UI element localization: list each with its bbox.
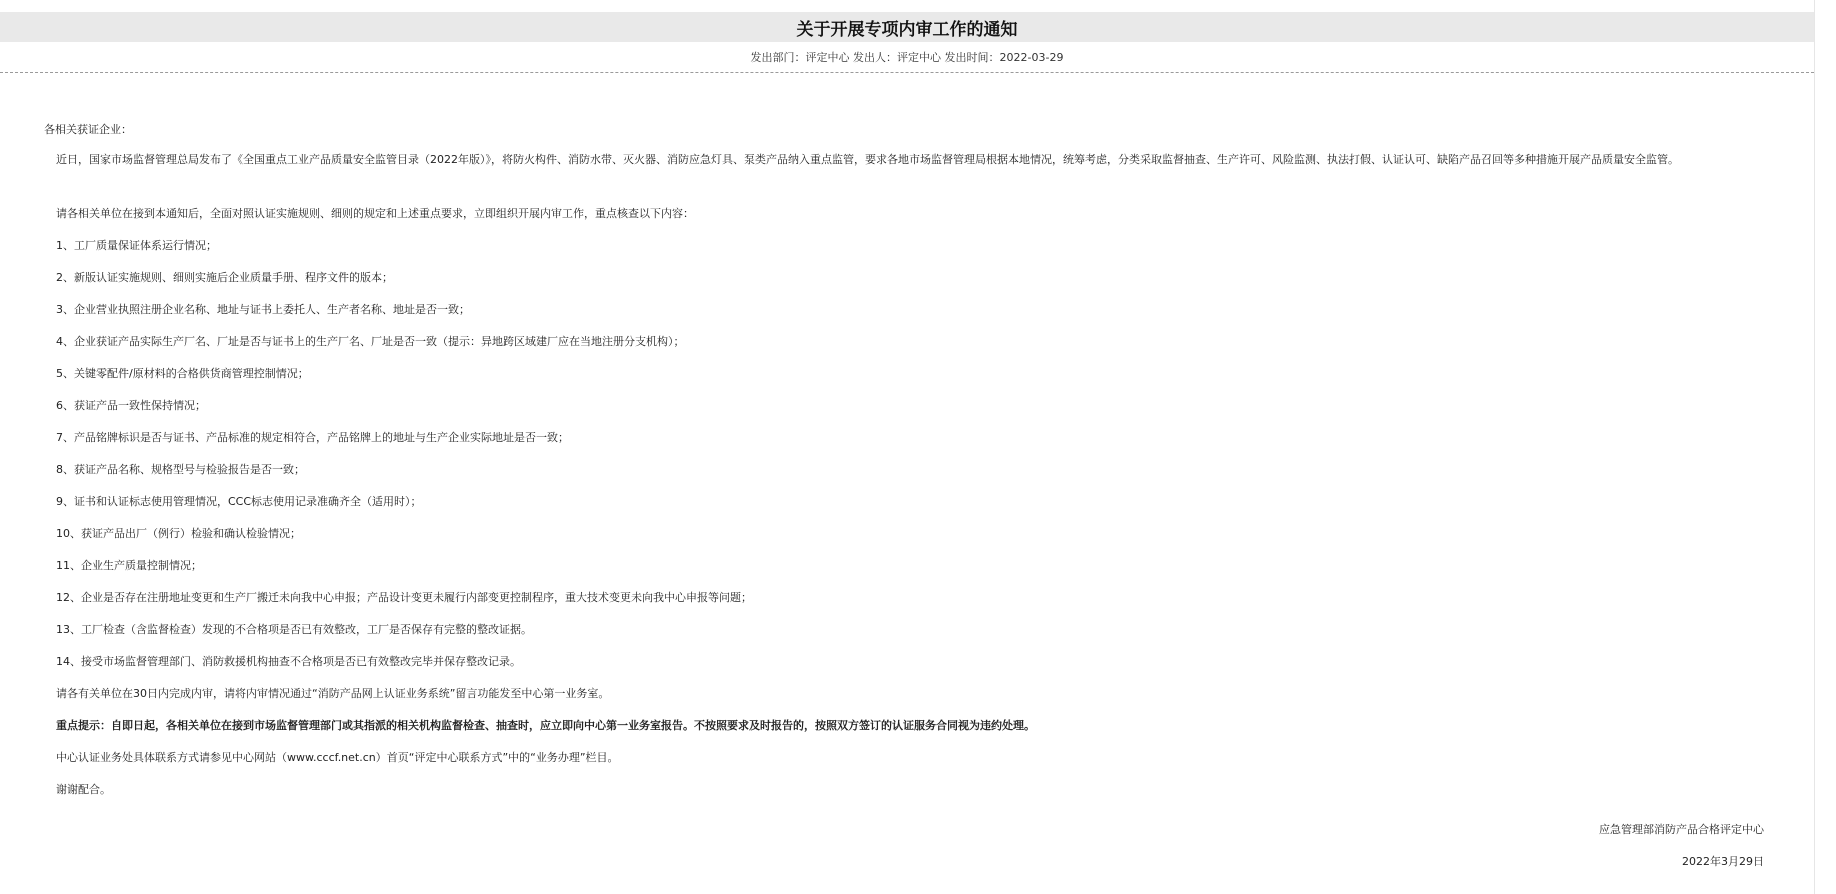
deadline-paragraph: 请各有关单位在30日内完成内审，请将内审情况通过“消防产品网上认证业务系统”留言功能发至中心第一业务室。 (56, 687, 610, 700)
list-item: 14、接受市场监督管理部门、消防救援机构抽查不合格项是否已有效整改完毕并保存整改记录。 (56, 655, 521, 668)
list-item: 10、获证产品出厂（例行）检验和确认检验情况； (56, 527, 301, 540)
list-item: 11、企业生产质量控制情况； (56, 559, 202, 572)
list-item: 6、获证产品一致性保持情况； (56, 399, 206, 412)
list-item: 4、企业获证产品实际生产厂名、厂址是否与证书上的生产厂名、厂址是否一致（提示：异地跨区域建厂应在当地注册分支机构）； (56, 335, 685, 348)
publish-meta: 发出部门：评定中心 发出人：评定中心 发出时间：2022-03-29 (750, 51, 1064, 64)
signature-date: 2022年3月29日 (1682, 855, 1764, 868)
intro-paragraph: 近日，国家市场监督管理总局发布了《全国重点工业产品质量安全监管目录（2022年版）》，将防火构件、消防水带、灭火器、消防应急灯具、泵类产品纳入重点监管，要求各地市场监督管理局根据本地情况，统筹考虑，分类采取监督抽查、生产许可、风险监测、执法打假、认证认可、缺陷产品召回等多种措施开展产品质量安全监管。 (56, 153, 1679, 166)
list-item: 2、新版认证实施规则、细则实施后企业质量手册、程序文件的版本； (56, 271, 393, 284)
greeting: 各相关获证企业： (44, 123, 132, 136)
list-item: 1、工厂质量保证体系运行情况； (56, 239, 217, 252)
thanks: 谢谢配合。 (56, 783, 111, 796)
list-item: 3、企业营业执照注册企业名称、地址与证书上委托人、生产者名称、地址是否一致； (56, 303, 470, 316)
right-border (1814, 0, 1815, 894)
list-item: 12、企业是否存在注册地址变更和生产厂搬迁未向我中心申报；产品设计变更未履行内部变更控制程序，重大技术变更未向我中心申报等问题； (56, 591, 752, 604)
request-paragraph: 请各相关单位在接到本通知后，全面对照认证实施规则、细则的规定和上述重点要求，立即组织开展内审工作，重点核查以下内容： (56, 207, 694, 220)
list-item: 13、工厂检查（含监督检查）发现的不合格项是否已有效整改，工厂是否保存有完整的整改证据。 (56, 623, 532, 636)
list-item: 7、产品铭牌标识是否与证书、产品标准的规定相符合，产品铭牌上的地址与生产企业实际地址是否一致； (56, 431, 569, 444)
list-item: 5、关键零配件/原材料的合格供货商管理控制情况； (56, 367, 309, 380)
key-note: 重点提示：自即日起，各相关单位在接到市场监督管理部门或其指派的相关机构监督检查、抽查时，应立即向中心第一业务室报告。不按照要求及时报告的，按照双方签订的认证服务合同视为违约处理。 (56, 719, 1035, 732)
list-item: 8、获证产品名称、规格型号与检验报告是否一致； (56, 463, 305, 476)
page-title: 关于开展专项内审工作的通知 (0, 12, 1814, 42)
contact-paragraph: 中心认证业务处具体联系方式请参见中心网站（www.cccf.net.cn）首页“评定中心联系方式”中的“业务办理”栏目。 (56, 751, 619, 764)
list-item: 9、证书和认证标志使用管理情况，CCC标志使用记录准确齐全（适用时）； (56, 495, 422, 508)
signature-org: 应急管理部消防产品合格评定中心 (1599, 823, 1764, 836)
header-divider (0, 72, 1814, 73)
